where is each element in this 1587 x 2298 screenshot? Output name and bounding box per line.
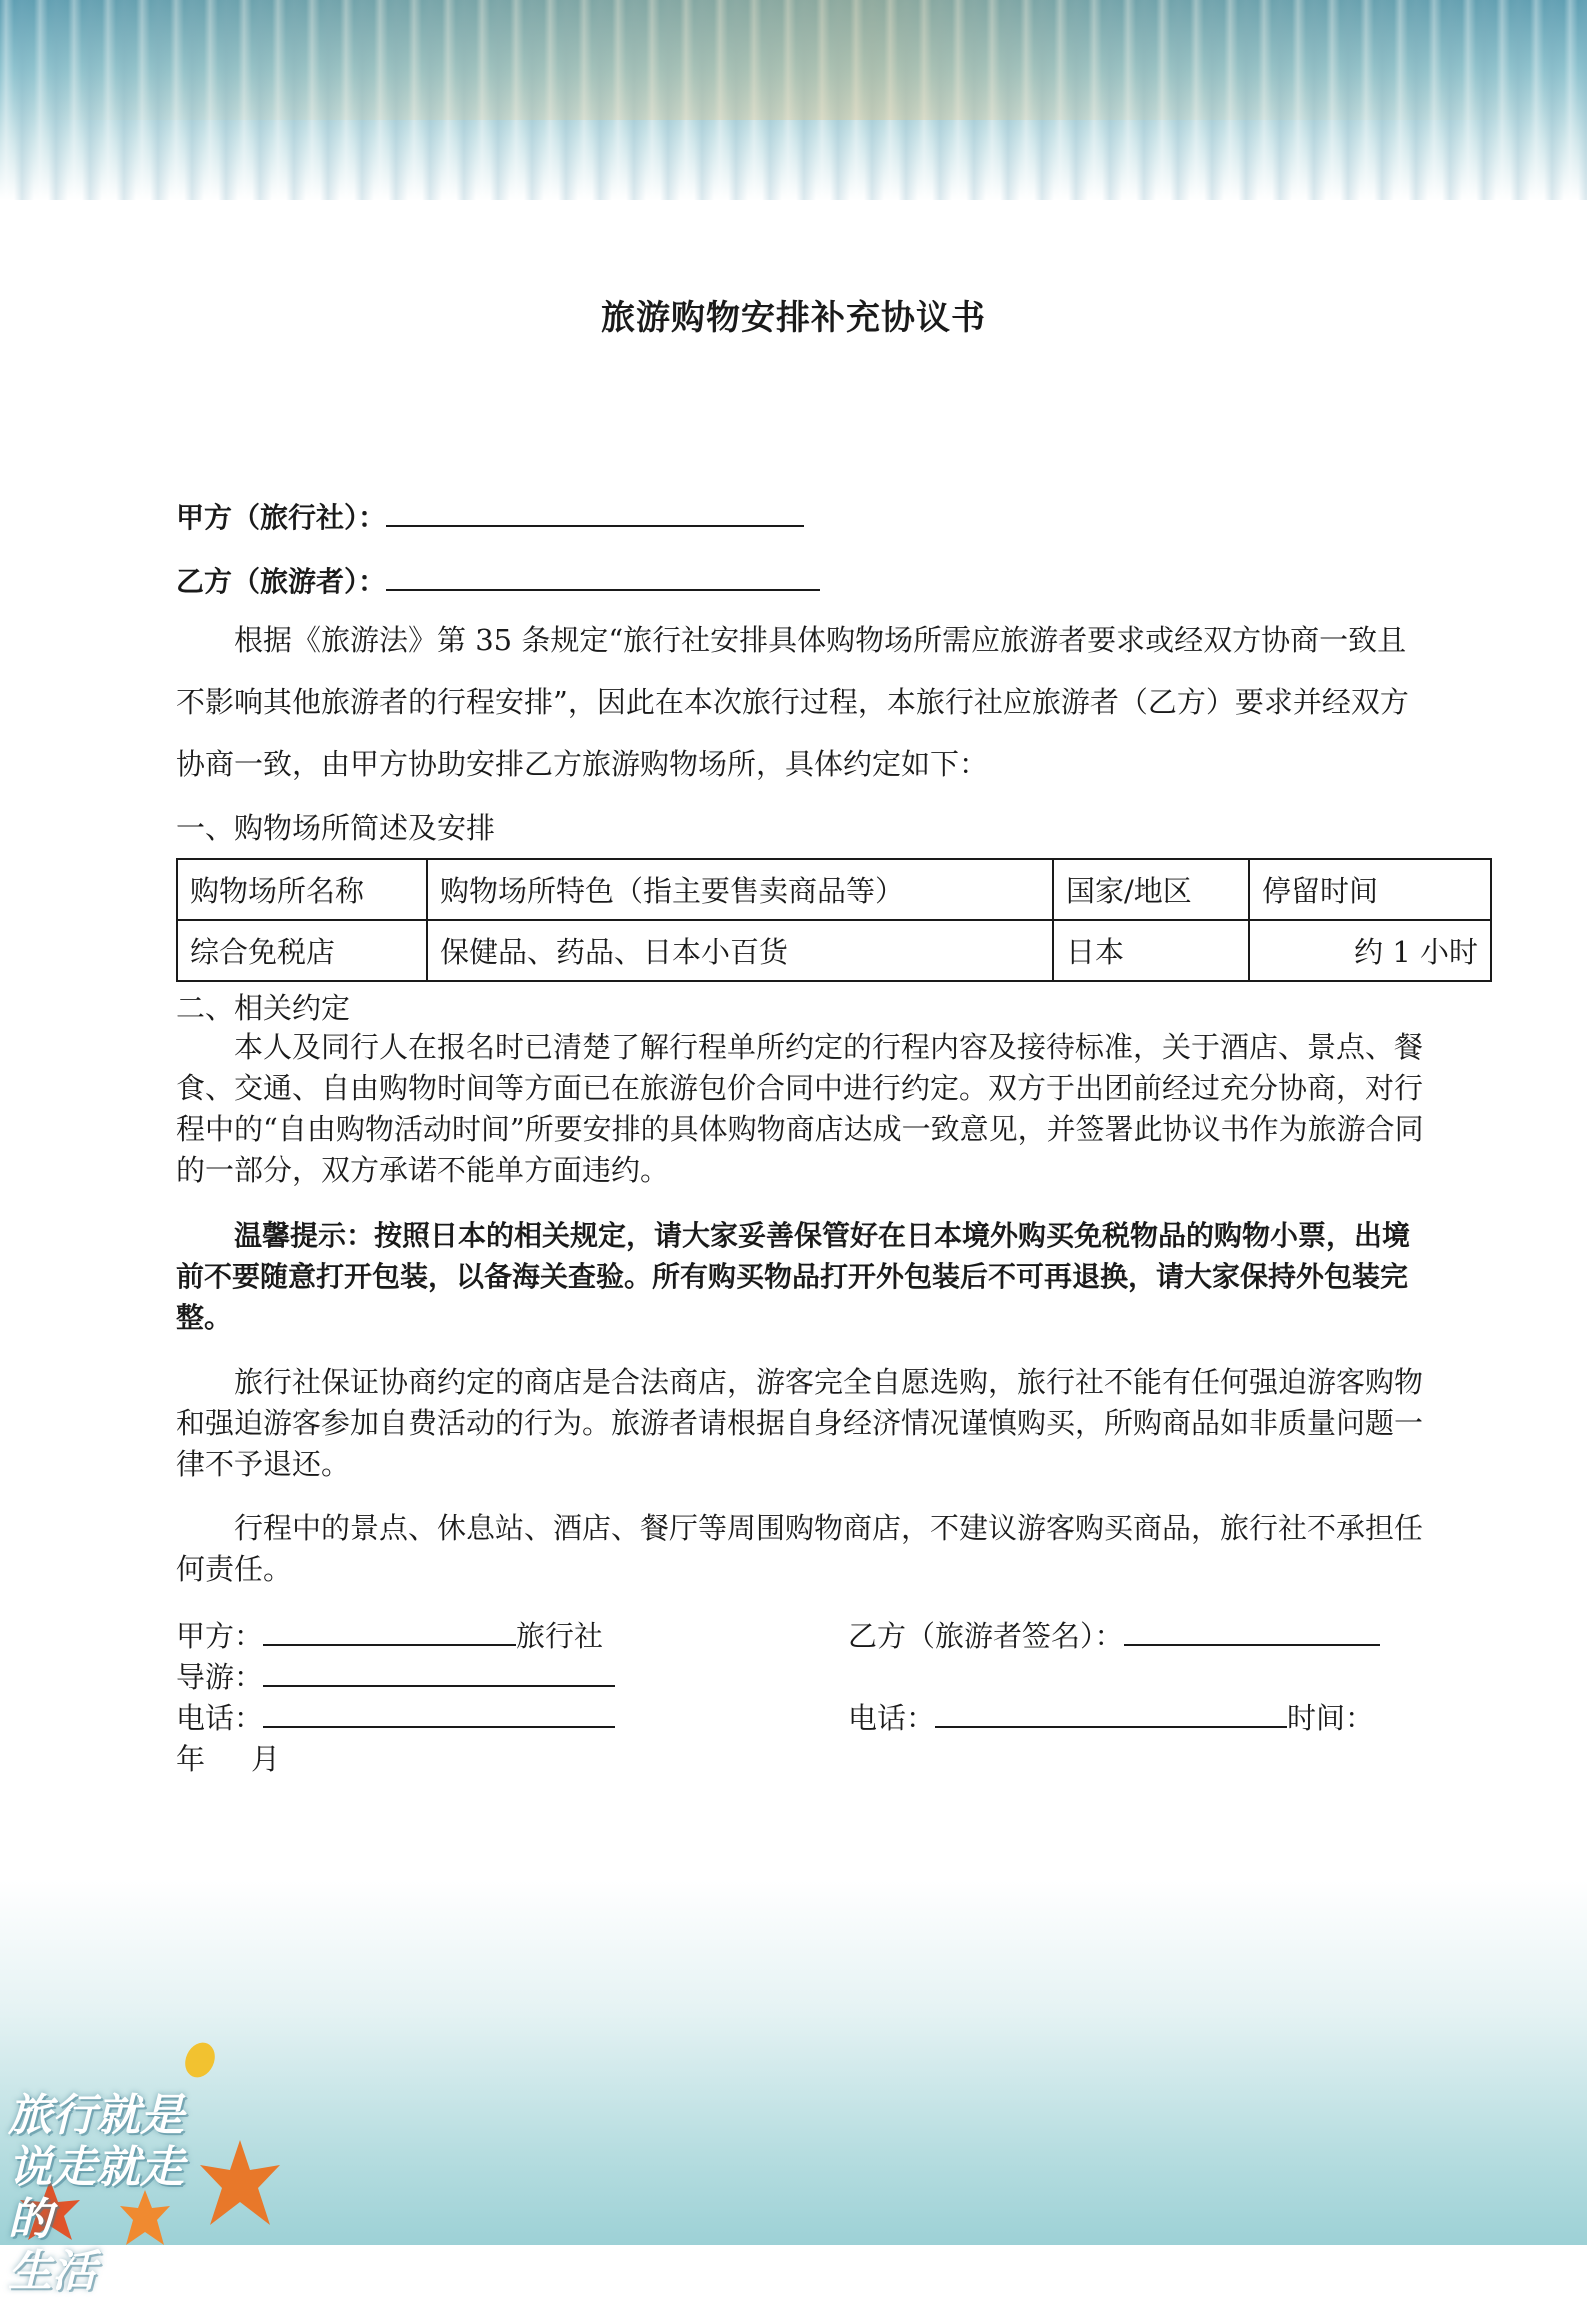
date-row — [176, 1737, 280, 1778]
table-header: 国家/地区 — [1053, 859, 1249, 920]
yellow-leaf-icon — [180, 2040, 220, 2080]
guide-row — [176, 1655, 615, 1696]
party-a-blank[interactable] — [386, 501, 804, 527]
slogan-logo — [0, 2030, 290, 2297]
phone-a-label: 电话： — [176, 1701, 264, 1735]
table-cell: 约 1 小时 — [1249, 920, 1491, 981]
party-b-blank[interactable] — [386, 565, 820, 591]
table-cell: 保健品、药品、日本小百货 — [427, 920, 1053, 981]
phone-a-row — [176, 1696, 615, 1737]
party-a-row — [176, 496, 804, 536]
party-a-label: 甲方（旅行社）： — [176, 501, 387, 534]
phone-b-row — [848, 1696, 1374, 1737]
month-label: 月 — [251, 1742, 281, 1776]
party-b-signature-blank[interactable] — [1124, 1620, 1380, 1646]
phone-a-blank[interactable] — [263, 1702, 615, 1728]
party-b-signature-label: 乙方（旅游者签名）： — [848, 1619, 1124, 1653]
table-row — [177, 920, 1491, 981]
section1-title: 一、购物场所简述及安排 — [176, 811, 496, 845]
party-a-signature-label: 甲方： — [176, 1619, 264, 1653]
table-cell: 综合免税店 — [177, 920, 427, 981]
party-b-signature-row — [848, 1614, 1380, 1655]
table-header-row — [177, 859, 1491, 920]
table-header: 购物场所名称 — [177, 859, 427, 920]
intro-paragraph: 根据《旅游法》第 35 条规定“旅行社安排具体购物场所需应旅游者要求或经双方协商一致且不影响其他旅游者的行程安排”，因此在本次旅行过程，本旅行社应旅游者（乙方）要求并经双方协商一致，由甲方协助安排乙方旅游购物场所，具体约定如下： — [176, 623, 1409, 781]
warning-paragraph: 温馨提示：按照日本的相关规定，请大家妥善保管好在日本境外购买免税物品的购物小票，出境前不要随意打开包装，以备海关查验。所有购买物品打开外包装后不可再退换，请大家保持外包装完整。 — [176, 1219, 1411, 1334]
time-label: 时间： — [1287, 1701, 1375, 1735]
party-a-signature-row — [176, 1614, 603, 1655]
party-b-label: 乙方（旅游者）： — [176, 565, 387, 598]
agreement-paragraph: 本人及同行人在报名时已清楚了解行程单所约定的行程内容及接待标准，关于酒店、景点、餐食、交通、自由购物时间等方面已在旅游包价合同中进行约定。双方于出团前经过充分协商，对行程中的“自由购物活动时间”所要安排的具体购物商店达成一致意见，并签署此协议书作为旅游合同的一部分，双方承诺不能单方面违约。 — [176, 1030, 1424, 1187]
top-decorative-banner — [0, 0, 1587, 200]
table-header: 购物场所特色（指主要售卖商品等） — [427, 859, 1053, 920]
page-title: 旅游购物安排补充协议书 — [601, 298, 986, 338]
guide-blank[interactable] — [263, 1661, 615, 1687]
year-label: 年 — [176, 1742, 206, 1776]
section2-title: 二、相关约定 — [176, 991, 351, 1025]
guide-label: 导游： — [176, 1660, 264, 1694]
guarantee-paragraph: 旅行社保证协商约定的商店是合法商店，游客完全自愿选购，旅行社不能有任何强迫游客购物和强迫游客参加自费活动的行为。旅游者请根据自身经济情况谨慎购买，所购商品如非质量问题一律不予退还。 — [176, 1365, 1424, 1481]
slogan-text: 旅行就是 说走就走的 生活 — [8, 2090, 184, 2297]
disclaimer-paragraph: 行程中的景点、休息站、酒店、餐厅等周围购物商店，不建议游客购买商品，旅行社不承担任何责任。 — [176, 1511, 1424, 1586]
phone-b-label: 电话： — [848, 1701, 936, 1735]
party-b-row — [176, 560, 820, 600]
shopping-table — [176, 858, 1492, 982]
table-header: 停留时间 — [1249, 859, 1491, 920]
orange-maple-leaf-icon — [200, 2140, 280, 2230]
phone-b-blank[interactable] — [935, 1702, 1287, 1728]
agency-name-blank[interactable] — [263, 1620, 516, 1646]
table-cell: 日本 — [1053, 920, 1249, 981]
agency-suffix: 旅行社 — [516, 1619, 604, 1653]
